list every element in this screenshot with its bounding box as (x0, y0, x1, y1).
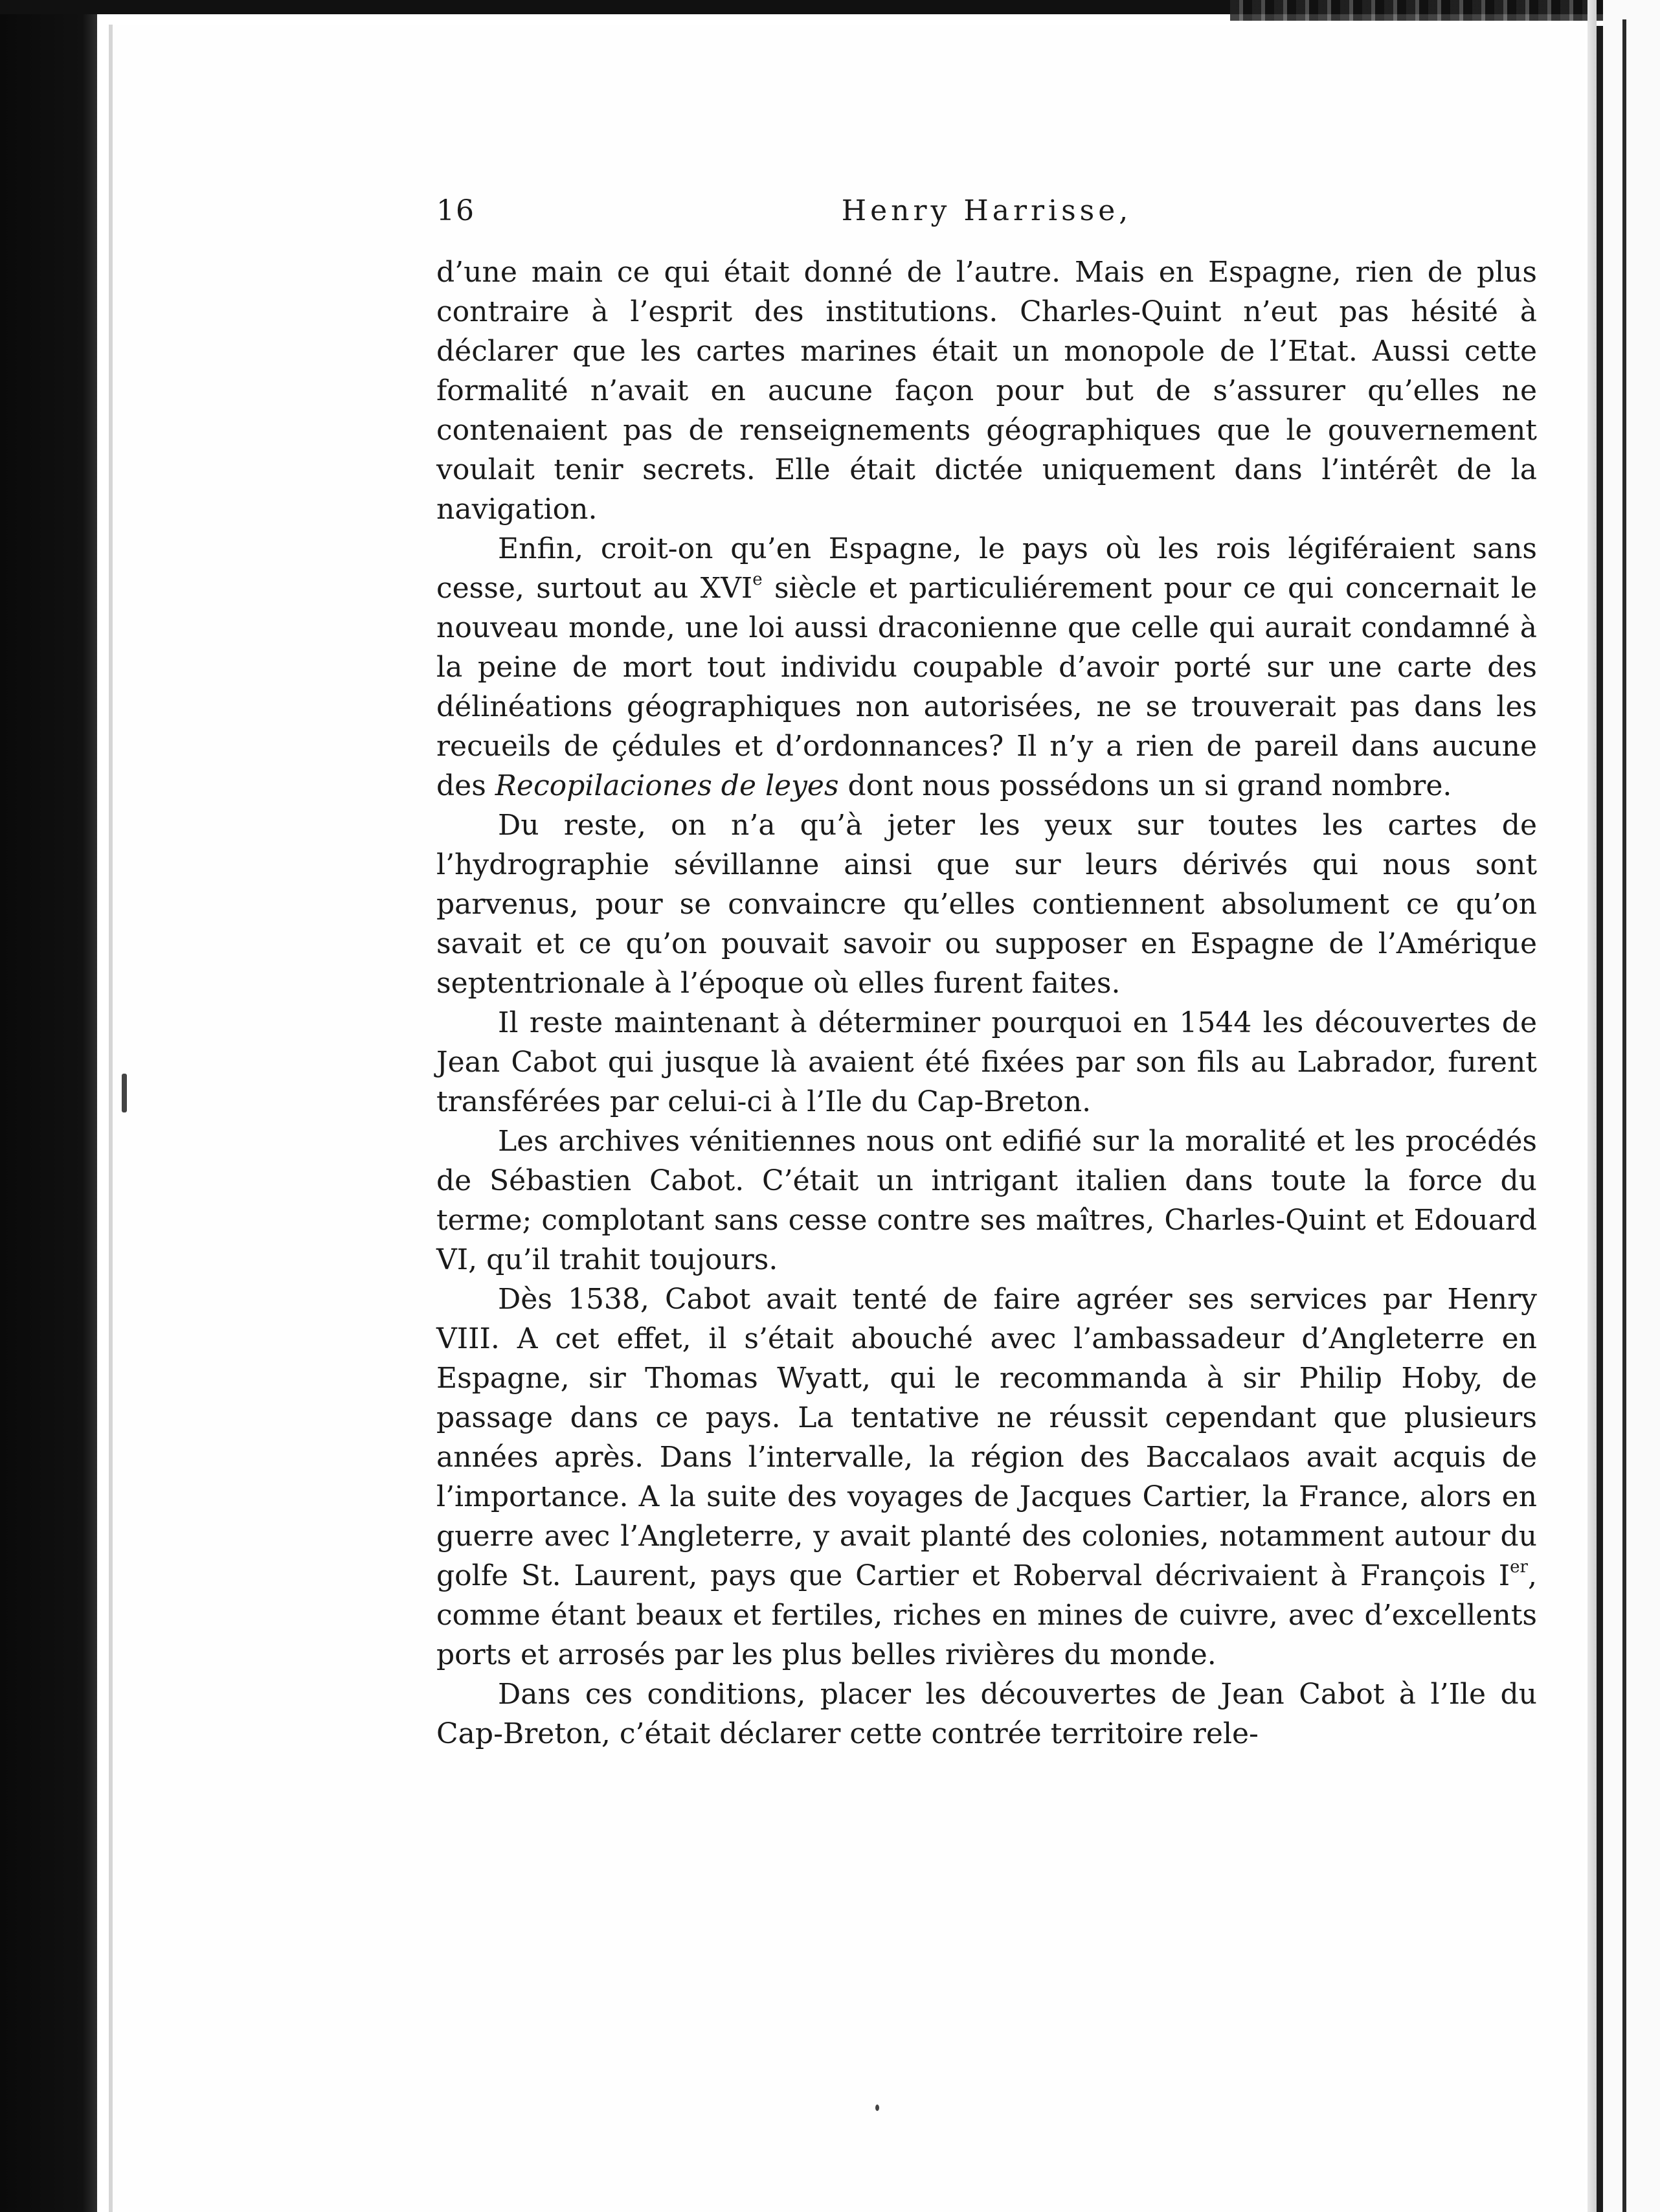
binding-line (1622, 19, 1626, 2212)
text-run: Enfin, croit-on qu’en Espagne, le pays où les rois légiféraient sans cesse, surtout au XVI (436, 532, 1537, 605)
running-head (436, 194, 1537, 233)
margin-speck (875, 2105, 879, 2111)
paragraph (436, 529, 1537, 806)
text-run: dont nous possédons un si grand nombre. (838, 769, 1452, 802)
page-edge-shadow (1587, 0, 1597, 2212)
text-run: Dès 1538, Cabot avait tenté de faire agréer ses services par Henry VIII. A cet effet, il s’était abouché avec l’ambassadeur d’Angleterre en Espagne, sir Thomas Wyatt, qui le recommanda à sir Philip Hoby, de passage dans ce pays. La tentative ne réussit cependant que plusieurs années après. Dans l’intervalle, la région des Baccalaos avait acquis de l’importance. A la suite des voyages de Jacques Cartier, la France, alors en guerre avec l’Angleterre, y avait planté des colonies, notamment autour du golfe St. Laurent, pays que Cartier et Roberval décrivaient à François I (436, 1283, 1537, 1592)
next-page-strip (1603, 0, 1660, 2212)
running-title: Henry Harrisse, (841, 194, 1132, 227)
text-run: , comme étant beaux et fertiles, riches en mines de cuivre, avec d’excellents ports et arrosés par les plus belles rivières du monde. (436, 1559, 1537, 1671)
italic-title: Recopilaciones de leyes (495, 769, 839, 802)
book-page (109, 25, 1585, 2212)
margin-speck (122, 1074, 127, 1112)
page-number: 16 (436, 194, 475, 227)
text-run: Les archives vénitiennes nous ont edifié sur la moralité et les procédés de Sébastien Cabot. C’était un intrigant italien dans toute la force du terme; complotant sans cesse contre ses maîtres, Charles-Quint et Edouard VI, qu’il trahit toujours. (436, 1125, 1537, 1276)
text-run: Dans ces conditions, placer les découvertes de Jean Cabot à l’Ile du Cap-Breton, c’était déclarer cette contrée territoire rele- (436, 1678, 1537, 1750)
text-run: d’une main ce qui était donné de l’autre. Mais en Espagne, rien de plus contraire à l’esprit des institutions. Charles-Quint n’eut pas hésité à déclarer que les cartes marines était un monopole de l’Etat. Aussi cette formalité n’avait en aucune façon pour but de s’assurer qu’elles ne contenaient pas de renseignements géographiques que le gouvernement voulait tenir secrets. Elle était dictée uniquement dans l’intérêt de la navigation. (436, 256, 1537, 526)
paragraph (436, 1003, 1537, 1122)
paragraph (436, 1280, 1537, 1675)
scan-left-border (0, 0, 97, 2212)
superscript: e (752, 570, 763, 589)
body-text (436, 253, 1537, 1754)
text-run: Du reste, on n’a qu’à jeter les yeux sur toutes les cartes de l’hydrographie sévillanne ainsi que sur leurs dérivés qui nous sont parvenus, pour se convaincre qu’elles contiennent absolument ce qu’on savait et ce qu’on pouvait savoir ou supposer en Espagne de l’Amérique septentrionale à l’époque où elles furent faites. (436, 809, 1537, 1000)
paragraph (436, 253, 1537, 529)
page-edge-line (1597, 26, 1603, 2212)
superscript: er (1510, 1557, 1528, 1577)
text-run: siècle et particuliérement pour ce qui concernait le nouveau monde, une loi aussi draconienne que celle qui aurait condamné à la peine de mort tout individu coupable d’avoir porté sur une carte des délinéations géographiques non autorisées, ne se trouverait pas dans les recueils de çédules et d’ordonnances? Il n’y a rien de pareil dans aucune des (436, 572, 1537, 802)
text-run: Il reste maintenant à déterminer pourquoi en 1544 les découvertes de Jean Cabot qui jusque là avaient été fixées par son fils au Labrador, furent transférées par celui-ci à l’Ile du Cap-Breton. (436, 1006, 1537, 1118)
paragraph (436, 1122, 1537, 1280)
paragraph (436, 1675, 1537, 1754)
paragraph (436, 806, 1537, 1003)
page-content (436, 194, 1537, 1754)
